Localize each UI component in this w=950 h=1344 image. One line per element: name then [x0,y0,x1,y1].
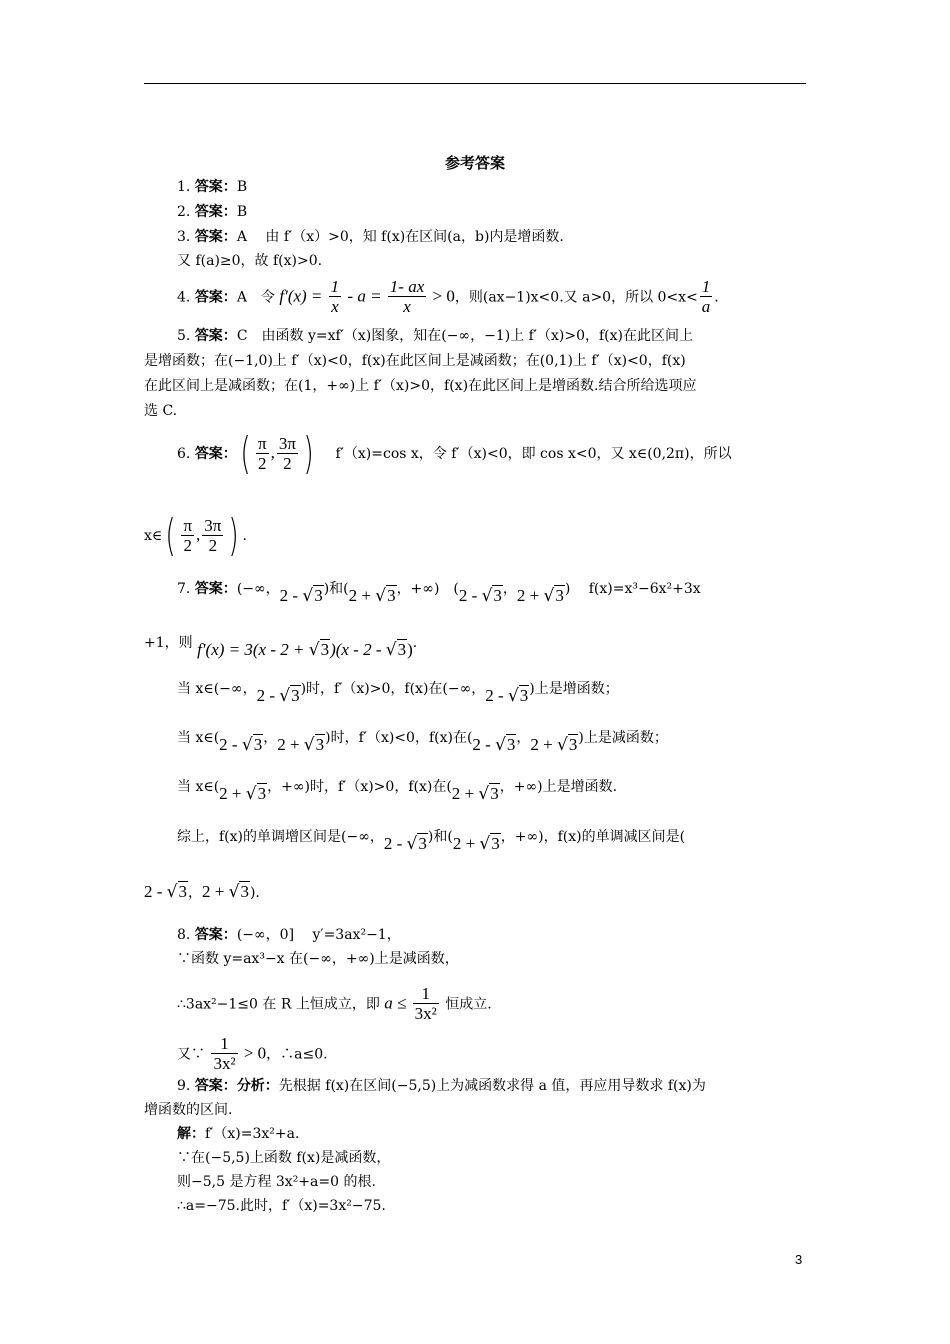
formula-part: 2 + [202,882,229,901]
answer-text: +1，则 [144,635,198,651]
formula: , [270,443,275,462]
radicand: 3 [320,640,330,659]
sqrt: √3 [228,882,249,902]
formula [349,586,397,605]
formula [517,586,565,605]
answer-text: f′（x)=3x²+a. [205,1126,300,1142]
radicand: 3 [519,686,529,705]
denominator: 3x² [213,1054,236,1073]
formula [472,735,516,754]
answer-text: 综上，f(x)的单调增区间是(−∞， [177,829,384,845]
formula: > 0 [428,286,455,306]
answer-text: ，∴a≤0. [266,1046,328,1063]
formula [280,586,324,605]
answer-5-cont: 是增函数；在(−1,0)上 f′（x)<0，f(x)在此区间上是减函数；在(0,1)上 f′（x)<0，f(x) [144,353,686,369]
radicand: 3 [314,586,323,605]
sqrt: √3 [557,735,578,755]
numerator: π [257,433,267,453]
numerator: π [183,515,193,535]
formula [197,640,413,659]
formula [202,882,250,901]
denominator: x [403,297,411,316]
answer-text: ) f(x)=x³−6x²+3x [564,581,701,597]
answer-5-cont: 选 C. [144,403,178,419]
radicand: 3 [418,834,427,853]
radicand: 3 [387,586,396,605]
formula-part: 2 + [452,834,480,853]
numerator: 1 [701,277,711,296]
answer-label: 答案： [194,204,237,220]
item-number: 8. [177,927,191,943]
sqrt: √3 [385,640,407,660]
formula [277,735,325,754]
answer-text: A 由 [236,229,284,245]
formula-part: )(x - 2 - [330,640,386,659]
answer-label: 答案： [194,179,237,195]
left-paren: ( [240,428,251,479]
fraction [181,517,194,556]
right-paren: ) [228,510,240,561]
formula-part: 2 - [458,586,482,605]
solution-line [177,1124,299,1144]
answer-8-cont [177,985,492,1024]
answer-2 [177,202,247,222]
answer-text: 当 x∈(−∞， [177,681,257,697]
formula [384,834,428,853]
denominator: 2 [258,453,267,473]
answer-text: x∈ [144,528,163,544]
formula [257,686,301,705]
answer-text: ， [516,730,531,746]
denominator: 2 [183,535,192,555]
item-number: 1. [177,179,191,195]
answer-label: 答案： [194,446,237,462]
answer-text: . [242,528,247,544]
answer-text: B [236,204,248,220]
answer-text: )和( [323,581,349,597]
fraction [413,985,439,1024]
formula-part: 2 + [451,784,479,803]
page-number: 3 [795,1252,803,1267]
formula [530,735,578,754]
answer-5-cont: 在此区间上是减函数；在(1，+∞)上 f′（x)>0，f(x)在此区间上是增函数.结合所给选项应 [144,378,697,394]
analysis-label: 分析： [236,1078,279,1094]
answer-6-cont [144,510,247,561]
formula [459,586,503,605]
answer-label: 答案： [194,927,237,943]
radicand: 3 [397,640,407,659]
answer-text: (−∞， [236,581,280,597]
formula-part: 2 + [516,586,544,605]
sqrt: √3 [302,586,323,606]
radicand: 3 [291,686,300,705]
sqrt: √3 [308,640,330,660]
answer-text: ∴3ax²−1≤0 在 R 上恒成立，即 [177,996,385,1013]
item-number: 2. [177,204,191,220]
fraction [700,278,713,317]
sqrt: √3 [478,784,499,804]
answer-text: B [236,179,248,195]
radicand: 3 [491,834,500,853]
radicand: 3 [555,586,564,605]
answer-text: ，+∞)时，f′（x)>0，f(x)在( [267,779,452,795]
answer-text: . [412,635,418,651]
denominator: 2 [283,453,292,473]
formula [485,686,529,705]
sqrt: √3 [245,784,267,804]
answer-text: . [714,289,719,306]
solution-line: ∵在(−5,5)上函数 f(x)是减函数， [177,1150,391,1166]
answer-text: f′（x）>0，知 f(x)在区间(a，b)内是增函数. [283,229,564,245]
answer-1 [177,177,247,197]
answer-label: 答案： [194,1078,237,1094]
solution-line: 则−5,5 是方程 3x²+a=0 的根. [177,1174,376,1190]
formula [144,882,188,901]
answer-label: 答案： [194,328,237,344]
item-number: 7. [177,581,191,597]
answer-label: 答案： [194,289,237,306]
formula-part: f′(x) = 3(x - 2 + [197,640,309,659]
radicand: 3 [315,735,325,754]
answer-text: ，+∞)上是增函数. [499,779,618,795]
formula: f′(x) = [279,286,327,306]
sqrt: √3 [543,586,564,606]
answer-4 [177,278,719,317]
formula-part: ) [407,640,413,659]
answer-3 [177,227,564,247]
answer-text: C 由函数 y=xf′（x)图象，知在(−∞，−1)上 f′（x)>0，f(x)在此区间上 [236,328,693,344]
sqrt: √3 [375,586,396,606]
left-paren: ( [165,510,177,561]
answer-text: ). [249,885,260,901]
denominator: x [331,297,339,316]
radicand: 3 [568,735,578,754]
solution-label: 解： [177,1126,205,1142]
right-paren: ) [303,428,314,479]
formula-part: 2 - [485,686,508,705]
formula [219,784,267,803]
page-title: 参考答案 [444,154,505,172]
formula-part: 2 - [219,735,242,754]
sqrt: √3 [495,735,516,755]
formula-part: 2 + [530,735,558,754]
numerator: 1- ax [389,277,425,296]
radicand: 3 [257,784,267,803]
answer-label: 答案： [194,581,237,597]
answer-9 [177,1076,706,1096]
sqrt: √3 [479,834,500,854]
formula-part: 2 - [383,834,407,853]
numerator: 3π [278,433,296,453]
answer-label: 答案： [194,229,237,245]
answer-6 [177,428,732,479]
denominator: 3x² [414,1004,437,1023]
case-line-1 [177,678,619,706]
answer-text: ， [263,730,278,746]
item-number: 6. [177,446,191,462]
formula: a ≤ [384,993,411,1013]
summary-line [177,826,686,854]
formula [453,834,501,853]
formula-part: 2 + [348,586,376,605]
fraction [329,278,342,317]
radicand: 3 [178,882,188,901]
formula-part: 2 - [279,586,303,605]
formula-part: 2 + [219,784,246,803]
denominator: a [701,297,711,316]
answer-text: ，则(ax−1)x<0.又 a>0，所以 0<x< [454,289,698,306]
numerator: 1 [413,985,439,1004]
answer-text: ，+∞) ( [396,581,459,597]
formula: , [196,525,201,544]
answer-9-cont: 增函数的区间. [144,1102,233,1118]
fraction [388,278,426,317]
numerator: 1 [211,1035,237,1054]
sqrt: √3 [507,686,529,706]
fraction [277,435,298,474]
answer-text: )上是减函数； [578,730,668,746]
sqrt: √3 [406,834,427,854]
item-number: 4. [177,289,191,306]
fraction [256,435,269,474]
radicand: 3 [506,735,516,754]
answer-3-cont: 又 f(a)≥0，故 f(x)>0. [177,253,323,269]
answer-8-cont [177,1035,328,1074]
sqrt: √3 [303,735,325,755]
header-rule [144,83,806,84]
formula: > 0 [239,1043,267,1063]
sqrt: √3 [166,882,188,902]
answer-text: )时，f′（x)<0，f(x)在( [325,730,473,746]
answer-8-cont: ∵函数 y=ax³−x 在(−∞，+∞)上是减函数， [177,951,459,967]
fraction [211,1035,237,1074]
answer-text: 当 x∈( [177,730,220,746]
answer-text: ，+∞)，f(x)的单调减区间是( [500,829,686,845]
formula-part: 2 + [277,735,304,754]
numerator: 1 [330,277,340,296]
sqrt: √3 [279,686,300,706]
answer-text: (−∞，0] y′=3ax²−1， [236,927,401,943]
formula-part: 2 - [256,686,280,705]
answer-8 [177,925,401,945]
radicand: 3 [490,784,499,803]
denominator: 2 [208,535,218,555]
fraction [202,517,223,556]
formula: - a = [343,286,386,306]
answer-7-cont [144,632,418,660]
formula-part: 2 - [472,735,496,754]
answer-text: )时，f′（x)>0，f(x)在(−∞， [300,681,486,697]
answer-text: 当 x∈( [177,779,220,795]
answer-text: ， [188,885,203,901]
case-line-3 [177,776,618,804]
answer-text: A 令 [236,289,280,306]
radicand: 3 [493,586,502,605]
answer-7 [177,578,701,606]
case-line-2 [177,727,668,755]
formula-part: 2 - [144,882,167,901]
sqrt: √3 [241,735,263,755]
sqrt: √3 [481,586,502,606]
summary-line-cont [144,882,260,903]
answer-text: ， [502,581,517,597]
solution-line: ∴a=−75.此时，f′（x)=3x²−75. [177,1198,386,1214]
item-number: 3. [177,229,191,245]
numerator: 3π [204,515,222,535]
answer-text: 又∵ [177,1046,210,1063]
radicand: 3 [240,882,249,901]
answer-text: )上是增函数； [529,681,619,697]
answer-text: 先根据 f(x)在区间(−5,5)上为减函数求得 a 值，再应用导数求 f(x)为 [278,1078,706,1094]
formula [452,784,500,803]
answer-5: 5. 答案：C 由函数 y=xf′（x)图象，知在(−∞，−1)上 f′（x)>0，f(x)在此区间上 [177,328,693,344]
formula [219,735,263,754]
radicand: 3 [253,735,263,754]
item-number: 9. [177,1078,191,1094]
answer-text: f′（x)=cos x，令 f′（x)<0，即 cos x<0，又 x∈(0,2π)，所以 [317,446,732,462]
answer-text: 恒成立. [440,996,492,1013]
answer-text: )和( [427,829,453,845]
